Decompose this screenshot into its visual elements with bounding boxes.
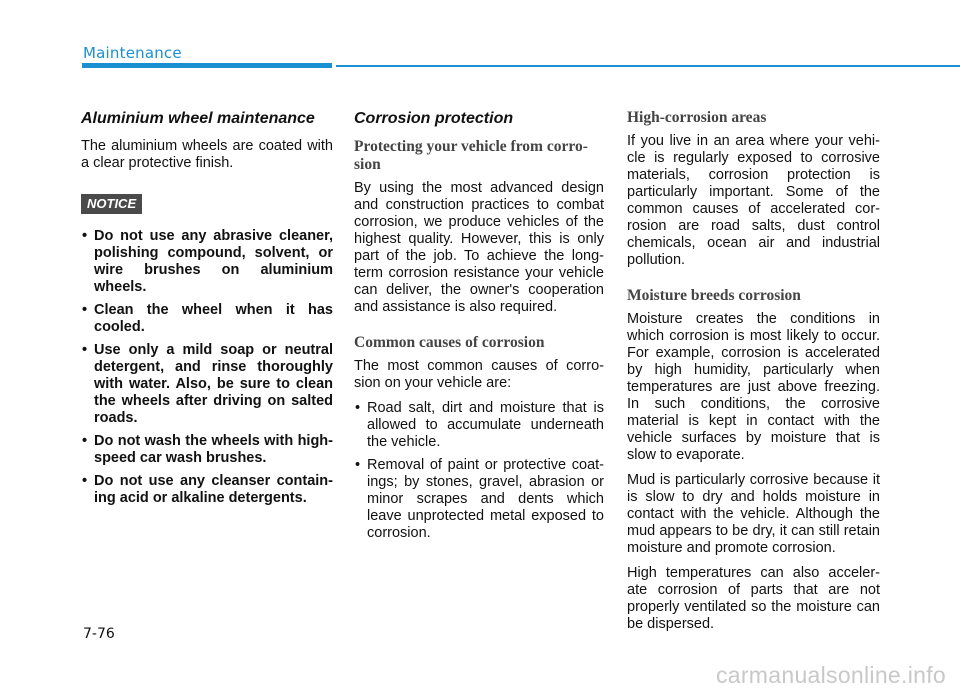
moisture-paragraph: Moisture creates the conditions in which corrosion is most likely to occur. For example, corrosion is accelerated by high humidity, particularly when temperatures are just above freezing. In such conditions, the corrosive material is kept in contact with the vehicle surfaces by moisture that is slow to evaporate. — [627, 311, 880, 463]
bullet-icon: • — [82, 433, 88, 449]
header-rule-thick — [82, 63, 332, 68]
page-number: 7-76 — [83, 626, 115, 642]
notice-list — [81, 228, 333, 507]
header-rule-thin — [336, 65, 960, 67]
notice-item: • Do not use any abrasive cleaner, polishing compound, solvent, or wire brushes on aluminium wheels. — [82, 228, 333, 295]
watermark: carmanualsonline.info — [715, 662, 946, 688]
cause-item: • Road salt, dirt and moisture that is allowed to accumulate underneath the vehicle. — [355, 400, 604, 450]
column-aluminium-wheels — [81, 109, 333, 513]
bullet-icon: • — [82, 473, 88, 489]
cause-item: • Removal of paint or protective coat-ings; by stones, gravel, abrasion or minor scrapes and dents which leave unprotected metal exposed to corrosion. — [355, 457, 604, 541]
heading-aluminium-wheel-maintenance: Aluminium wheel maintenance — [81, 110, 315, 127]
high-temperature-paragraph: High temperatures can also acceler-ate corrosion of parts that are not properly ventilated so the moisture can be dispersed. — [627, 565, 880, 632]
bullet-icon: • — [82, 342, 88, 358]
column-corrosion-areas — [627, 109, 880, 641]
bullet-icon: • — [355, 457, 361, 473]
high-corrosion-paragraph: If you live in an area where your vehi-cle is regularly exposed to corrosive materials, corrosion protection is particularly important. Some of the common causes of accelerated cor-rosion are road salts, dust control chemicals, ocean air and industrial pollution. — [627, 133, 880, 268]
column-corrosion-protection — [354, 109, 604, 548]
causes-list — [354, 400, 604, 542]
subheading-protecting-vehicle: Protecting your vehicle from corro-sion — [354, 138, 588, 173]
bullet-icon: • — [82, 228, 88, 244]
mud-paragraph: Mud is particularly corrosive because it is slow to dry and holds moisture in contact with the vehicle. Although the mud appears to be dry, it can still retain moisture and promote corrosion. — [627, 472, 880, 556]
bullet-icon: • — [82, 302, 88, 318]
subheading-high-corrosion-areas: High-corrosion areas — [627, 109, 767, 126]
subheading-common-causes: Common causes of corrosion — [354, 334, 545, 351]
subheading-moisture-breeds-corrosion: Moisture breeds corrosion — [627, 287, 801, 304]
protecting-paragraph: By using the most advanced design and construction practices to combat corrosion, we produce vehicles of the highest quality. However, this is only part of the job. To achieve the long-term corrosion resistance your vehicle can deliver, the owner's cooperation and assistance is also required. — [354, 180, 604, 315]
notice-item: • Do not wash the wheels with high-speed car wash brushes. — [82, 433, 333, 466]
notice-item: • Clean the wheel when it has cooled. — [82, 302, 333, 335]
notice-item: • Use only a mild soap or neutral detergent, and rinse thoroughly with water. Also, be sure to clean the wheels after driving on salted roads. — [82, 342, 333, 426]
notice-badge: NOTICE — [81, 194, 142, 214]
common-causes-paragraph: The most common causes of corro-sion on your vehicle are: — [354, 358, 604, 391]
section-title: Maintenance — [83, 44, 182, 62]
heading-corrosion-protection: Corrosion protection — [354, 110, 514, 127]
bullet-icon: • — [355, 400, 361, 416]
aluminium-intro-paragraph: The aluminium wheels are coated with a clear protective finish. — [81, 138, 333, 171]
notice-item: • Do not use any cleanser contain-ing acid or alkaline detergents. — [82, 473, 333, 506]
